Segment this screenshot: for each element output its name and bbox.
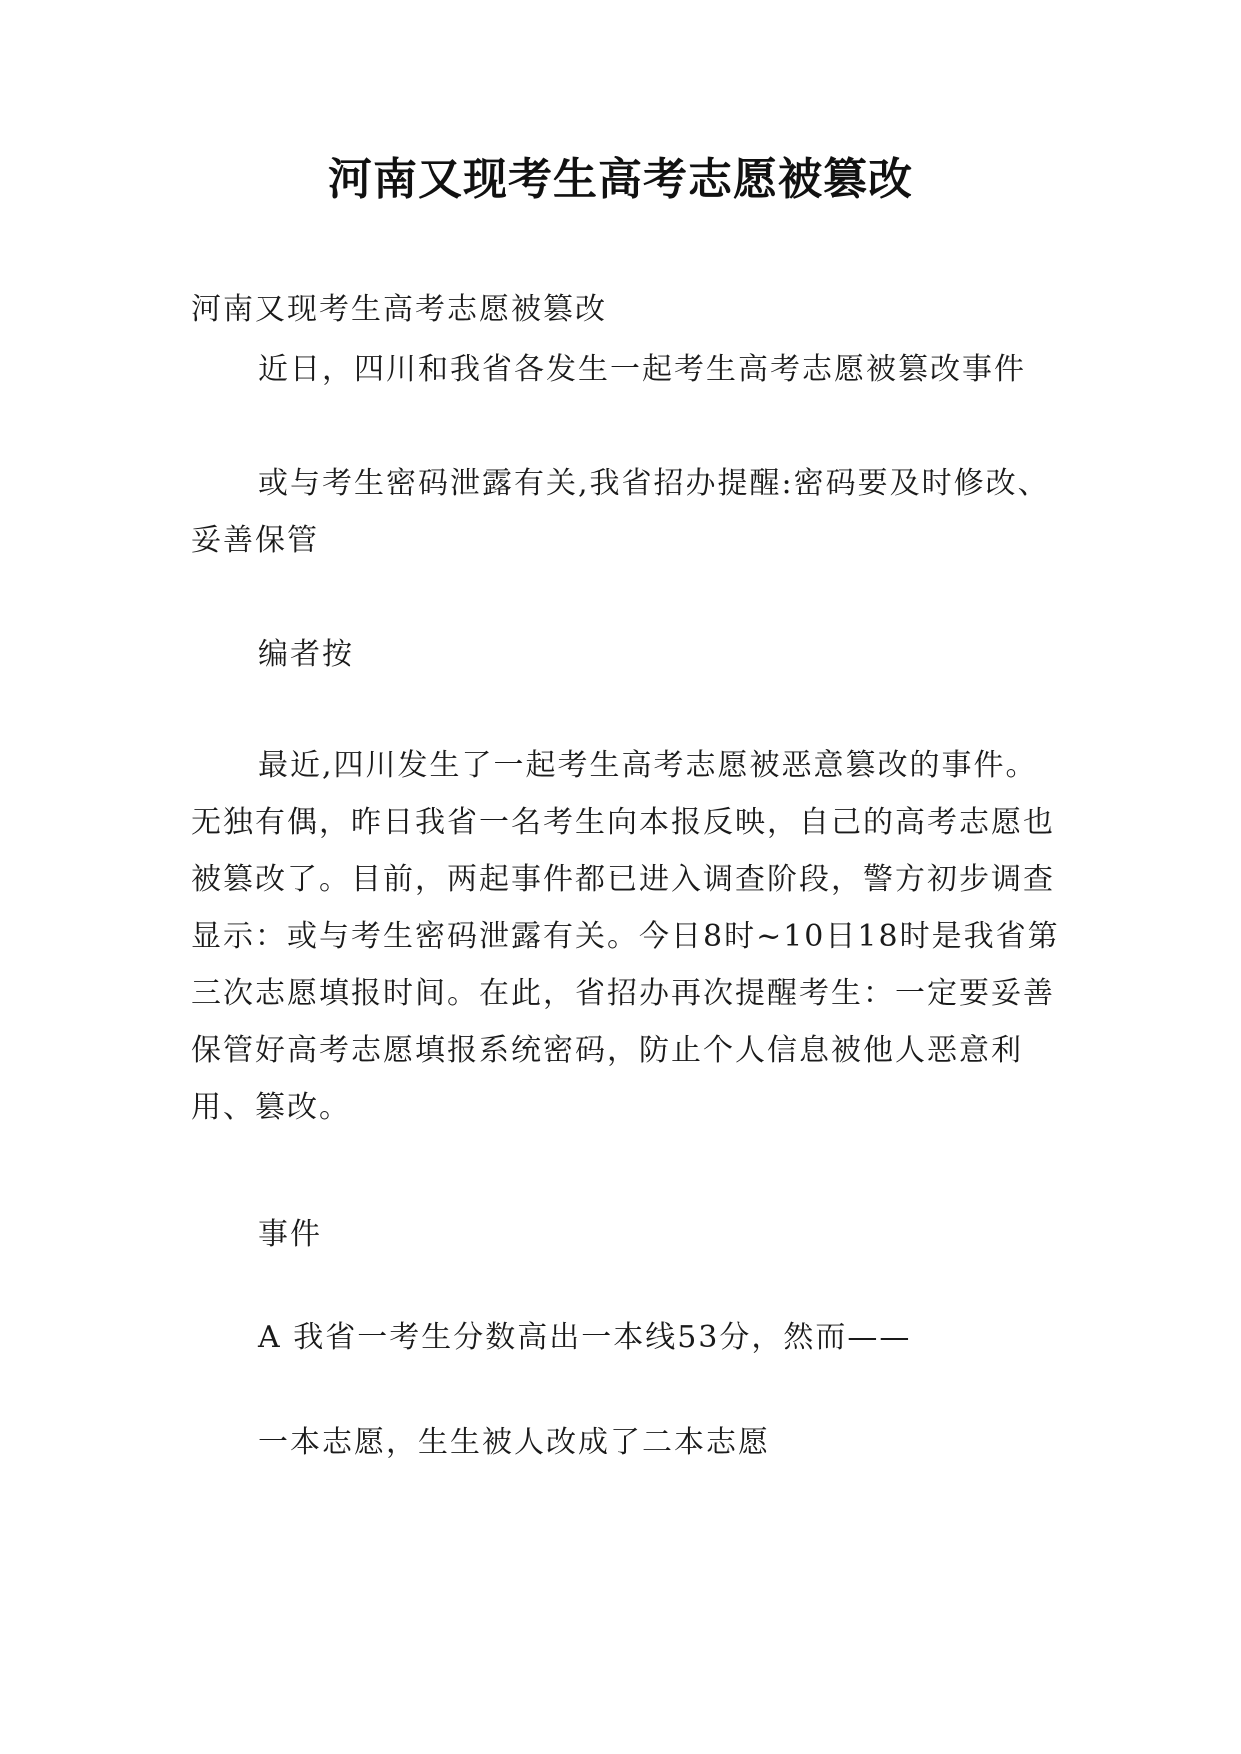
- subtitle-line: 河南又现考生高考志愿被篡改: [191, 292, 607, 327]
- document-title: 河南又现考生高考志愿被篡改: [328, 154, 913, 205]
- event-a-line: A 我省一考生分数高出一本线53分，然而——: [258, 1320, 912, 1355]
- lead-line: 近日，四川和我省各发生一起考生高考志愿被篡改事件: [258, 352, 1026, 387]
- event-heading: 事件: [258, 1217, 322, 1252]
- editor-note-heading: 编者按: [258, 637, 354, 672]
- event-a-sub-line: 一本志愿，生生被人改成了二本志愿: [258, 1425, 770, 1460]
- editor-note-body: 最近,四川发生了一起考生高考志愿被恶意篡改的事件。无独有偶，昨日我省一名考生向本报反映，自己的高考志愿也被篡改了。目前，两起事件都已进入调查阶段，警方初步调查显示：或与考生密码泄露有关。今日8时~10日18时是我省第三次志愿填报时间。在此，省招办再次提醒考生：一定要妥善保管好高考志愿填报系统密码，防止个人信息被他人恶意利用、篡改。: [191, 748, 1060, 1125]
- reminder-paragraph: 或与考生密码泄露有关,我省招办提醒:密码要及时修改、妥善保管: [191, 466, 1050, 558]
